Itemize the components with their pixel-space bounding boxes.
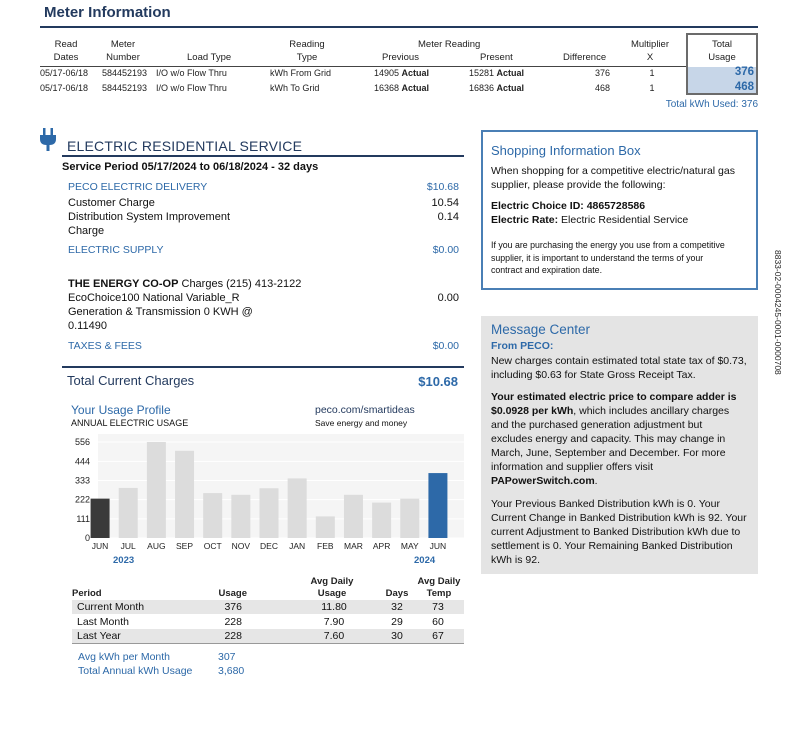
taxes-amount: $0.00 bbox=[432, 340, 459, 352]
meter-row bbox=[0, 68, 800, 82]
x-tick-label: DEC bbox=[260, 541, 278, 551]
coop-line2: Generation & Transmission 0 KWH @ bbox=[68, 306, 253, 318]
meter-row bbox=[0, 83, 800, 97]
shopping-intro bbox=[491, 164, 735, 192]
meter-row-load: I/O w/o Flow Thru bbox=[156, 83, 227, 93]
ut-header-temp bbox=[412, 576, 466, 600]
customer-charge-label: Customer Charge bbox=[68, 197, 155, 209]
y-tick-label: 556 bbox=[74, 437, 90, 447]
y-tick-label: 222 bbox=[74, 494, 90, 505]
ut-temp: 60 bbox=[432, 616, 444, 628]
ut-usage: 376 bbox=[224, 601, 242, 613]
meter-row-number: 584452193 bbox=[102, 68, 148, 78]
meter-row-number: 584452193 bbox=[102, 83, 148, 93]
shopping-title: Shopping Information Box bbox=[491, 143, 641, 158]
table-row bbox=[72, 615, 464, 629]
ut-avg: 7.90 bbox=[323, 616, 345, 628]
x-tick-label: FEB bbox=[317, 541, 334, 551]
meter-row-multiplier: 1 bbox=[649, 68, 655, 78]
message-banked-note bbox=[491, 497, 747, 567]
avg-kwh-label: Avg kWh per Month bbox=[78, 651, 171, 663]
choice-id bbox=[491, 200, 645, 212]
meter-header-rule bbox=[40, 66, 686, 67]
message-p2-line4: excludes energy and capacity. This may change in bbox=[491, 433, 726, 445]
electric-service-title: ELECTRIC RESIDENTIAL SERVICE bbox=[67, 138, 303, 154]
taxes-label: TAXES & FEES bbox=[68, 340, 142, 352]
coop-line3: 0.11490 bbox=[68, 320, 107, 332]
price-adder: $0.0928 per kWh bbox=[491, 405, 574, 417]
message-p2-period: . bbox=[594, 475, 598, 487]
usage-profile-subtitle: ANNUAL ELECTRIC USAGE bbox=[71, 418, 189, 428]
avg-kwh-value: 307 bbox=[218, 651, 236, 663]
message-p1-line2: including $0.63 for State Gross Receipt Tax. bbox=[491, 369, 696, 381]
message-p2-line1: Your estimated electric price to compare adder is bbox=[491, 391, 737, 403]
message-p2-line6: information and supplier offers visit bbox=[491, 461, 654, 473]
header-multiplier-label: Multiplier bbox=[630, 39, 669, 50]
document-side-code: 8833-02-0004245-0001-0000708 bbox=[773, 250, 783, 375]
ut-temp: 73 bbox=[432, 601, 444, 613]
electric-rate-label: Electric Rate: bbox=[491, 214, 559, 226]
y-tick-label: 333 bbox=[74, 475, 90, 486]
ut-usage: 228 bbox=[224, 630, 242, 642]
header-difference: Difference bbox=[563, 52, 607, 63]
message-p3-line5: kWh is 92. bbox=[491, 554, 541, 566]
smartideas-link[interactable]: peco.com/smartideas bbox=[315, 404, 415, 416]
delivery-label: PECO ELECTRIC DELIVERY bbox=[68, 181, 208, 193]
x-tick-label: AUG bbox=[147, 541, 166, 551]
dsi-label-line1: Distribution System Improvement bbox=[68, 211, 230, 223]
message-p3-line3: current Adjustment to Banked Distribution kWh due to bbox=[491, 526, 741, 538]
electric-rate-value: Electric Residential Service bbox=[561, 214, 689, 226]
message-p3-line2: Current Change in Banked Distribution kWh is 92. Your bbox=[491, 512, 747, 524]
year-label-last: 2024 bbox=[414, 555, 436, 566]
dsi-label-line2: Charge bbox=[68, 225, 105, 237]
coop-line1: EcoChoice100 National Variable_R bbox=[68, 292, 240, 304]
meter-row-total: 468 bbox=[734, 81, 754, 93]
electric-rate bbox=[491, 214, 688, 226]
bar-mar-9 bbox=[344, 495, 363, 538]
total-kwh-used: Total kWh Used: 376 bbox=[665, 99, 758, 110]
dsi-amount: 0.14 bbox=[437, 211, 459, 223]
bar-dec-6 bbox=[260, 488, 279, 538]
bar-apr-10 bbox=[372, 503, 391, 538]
x-tick-label: MAR bbox=[344, 541, 363, 551]
x-tick-label: JAN bbox=[289, 541, 306, 551]
message-from: From PECO: bbox=[491, 340, 554, 352]
meter-info-title: Meter Information bbox=[44, 4, 171, 21]
header-reading-type bbox=[282, 38, 332, 64]
annual-kwh-label: Total Annual kWh Usage bbox=[78, 665, 193, 677]
header-previous: Previous bbox=[382, 52, 419, 63]
bar-may-11 bbox=[400, 499, 419, 538]
message-p2-line3: and the purchased generation adjustment but bbox=[491, 419, 703, 431]
ut-header-period: Period bbox=[72, 588, 102, 599]
bar-aug-2 bbox=[147, 442, 166, 538]
shopping-note bbox=[491, 239, 725, 277]
meter-row-multiplier: 1 bbox=[649, 83, 655, 93]
annual-kwh-value: 3,680 bbox=[218, 665, 245, 677]
meter-row-dates: 05/17-06/18 bbox=[40, 83, 89, 93]
ut-period: Last Year bbox=[77, 630, 121, 642]
bar-nov-5 bbox=[231, 495, 250, 538]
ut-period: Current Month bbox=[77, 601, 145, 613]
x-tick-label: APR bbox=[372, 541, 391, 551]
usage-profile-title: Your Usage Profile bbox=[71, 403, 171, 417]
coop-phone: Charges (215) 413-2122 bbox=[181, 278, 302, 290]
message-tax-note bbox=[491, 354, 747, 382]
meter-row-load: I/O w/o Flow Thru bbox=[156, 68, 227, 78]
meter-row-previous: 16368 bbox=[374, 83, 400, 93]
electric-title-rule bbox=[62, 155, 464, 157]
header-read: Read bbox=[54, 39, 78, 50]
header-present: Present bbox=[480, 52, 513, 63]
header-meter: Meter bbox=[110, 39, 136, 50]
x-tick-label: NOV bbox=[231, 541, 251, 551]
x-tick-label: JUN bbox=[429, 541, 447, 551]
bar-sep-3 bbox=[175, 451, 194, 538]
shopping-note-line1: If you are purchasing the energy you use from a competitive bbox=[491, 240, 725, 250]
header-meter-reading: Meter Reading bbox=[418, 39, 481, 50]
ut-header-avg-usage bbox=[300, 576, 364, 600]
ut-header-temp-line2: Temp bbox=[426, 588, 452, 599]
header-usage: Usage bbox=[708, 52, 736, 63]
meter-row-difference: 468 bbox=[594, 83, 610, 93]
total-charges-label: Total Current Charges bbox=[67, 373, 195, 388]
meter-row-total: 376 bbox=[734, 66, 754, 78]
x-tick-label: MAY bbox=[400, 541, 419, 551]
coop-name: THE ENERGY CO-OP bbox=[68, 278, 179, 290]
table-row bbox=[72, 629, 464, 643]
ut-usage: 228 bbox=[224, 616, 242, 628]
shopping-note-line2: supplier, it is important to understand the terms of your bbox=[491, 252, 704, 263]
meter-title-rule bbox=[40, 26, 758, 28]
coop-amount: 0.00 bbox=[437, 292, 459, 304]
y-tick-label: 0 bbox=[84, 533, 90, 543]
electric-plug-icon bbox=[38, 128, 58, 152]
ut-days: 32 bbox=[391, 601, 403, 613]
header-read-dates bbox=[50, 38, 82, 64]
service-period: Service Period 05/17/2024 to 06/18/2024 - 32 days bbox=[62, 161, 319, 173]
header-type: Type bbox=[296, 52, 318, 63]
shopping-intro-line1: When shopping for a competitive electric/natural gas bbox=[491, 165, 735, 177]
ut-temp: 67 bbox=[432, 630, 444, 642]
header-number: Number bbox=[106, 52, 140, 63]
bar-oct-4 bbox=[203, 493, 222, 538]
header-load-type: Load Type bbox=[187, 52, 232, 63]
message-center-title: Message Center bbox=[491, 322, 591, 337]
meter-row-previous: 14905 bbox=[374, 68, 400, 78]
meter-row-present-note: Actual bbox=[496, 68, 525, 78]
ut-period: Last Month bbox=[77, 616, 129, 628]
supply-amount: $0.00 bbox=[432, 244, 459, 256]
message-price-note bbox=[491, 390, 736, 488]
x-tick-label: SEP bbox=[176, 541, 194, 551]
message-p3-line4: settlement is 0. Your Remaining Banked Distribution bbox=[491, 540, 733, 552]
ut-header-temp-line1: Avg Daily bbox=[417, 576, 461, 587]
customer-charge-amount: 10.54 bbox=[431, 197, 459, 209]
header-total: Total bbox=[711, 39, 733, 50]
bar-jun-0 bbox=[91, 499, 110, 538]
header-total-usage bbox=[700, 38, 744, 64]
header-meter-number bbox=[100, 38, 146, 64]
meter-row-type: kWh From Grid bbox=[270, 68, 332, 78]
shopping-note-line3: contract and expiration date. bbox=[491, 265, 603, 275]
supply-label: ELECTRIC SUPPLY bbox=[68, 244, 164, 256]
usage-chart bbox=[60, 432, 464, 572]
bar-feb-8 bbox=[316, 516, 335, 538]
bar-jul-1 bbox=[119, 488, 138, 538]
table-row bbox=[72, 600, 464, 614]
meter-row-difference: 376 bbox=[594, 68, 610, 78]
message-p3-line1: Your Previous Banked Distribution kWh is 0. Your bbox=[491, 498, 720, 510]
header-dates: Dates bbox=[53, 52, 79, 63]
x-tick-label: OCT bbox=[203, 541, 222, 551]
message-p1-line1: New charges contain estimated total state tax of $0.73, bbox=[491, 355, 747, 367]
ut-header-usage: Usage bbox=[218, 588, 247, 599]
meter-row-present-note: Actual bbox=[496, 83, 525, 93]
bar-jun-12 bbox=[428, 473, 447, 538]
meter-row-present: 15281 bbox=[469, 68, 495, 78]
usage-table-rule bbox=[72, 643, 464, 644]
y-tick-label: 444 bbox=[74, 456, 90, 467]
bar-jan-7 bbox=[288, 478, 307, 538]
ut-days: 30 bbox=[391, 630, 403, 642]
delivery-amount: $10.68 bbox=[426, 181, 459, 193]
meter-row-previous-note: Actual bbox=[401, 83, 430, 93]
meter-row-previous-note: Actual bbox=[401, 68, 430, 78]
shopping-intro-line2: supplier, please provide the following: bbox=[491, 179, 666, 191]
ut-header-days: Days bbox=[385, 588, 409, 599]
meter-row-dates: 05/17-06/18 bbox=[40, 68, 89, 78]
message-p2-line2: , which includes ancillary charges bbox=[573, 405, 730, 417]
x-tick-label: JUN bbox=[91, 541, 109, 551]
ut-days: 29 bbox=[391, 616, 403, 628]
total-charges-amount: $10.68 bbox=[418, 374, 458, 389]
ut-avg: 7.60 bbox=[323, 630, 345, 642]
y-tick-label: 111 bbox=[76, 513, 90, 524]
smartideas-subtitle: Save energy and money bbox=[315, 418, 408, 428]
meter-row-type: kWh To Grid bbox=[270, 83, 320, 93]
ut-avg: 11.80 bbox=[321, 601, 347, 613]
ut-header-avg-line2: Usage bbox=[317, 588, 347, 599]
year-label-first: 2023 bbox=[113, 555, 135, 566]
message-p2-line5: March, June, September and December. For more bbox=[491, 447, 726, 459]
papowerswitch-link[interactable]: PAPowerSwitch.com bbox=[491, 475, 595, 487]
header-x: X bbox=[646, 52, 654, 63]
choice-id-value: 4865728586 bbox=[586, 200, 646, 212]
coop-charges bbox=[68, 278, 301, 290]
header-multiplier bbox=[624, 38, 676, 64]
header-reading: Reading bbox=[289, 39, 325, 50]
total-charges-rule bbox=[62, 366, 464, 368]
choice-id-label: Electric Choice ID: bbox=[491, 200, 584, 212]
ut-header-avg-line1: Avg Daily bbox=[310, 576, 354, 587]
meter-row-present: 16836 bbox=[469, 83, 495, 93]
x-tick-label: JUL bbox=[120, 541, 136, 551]
